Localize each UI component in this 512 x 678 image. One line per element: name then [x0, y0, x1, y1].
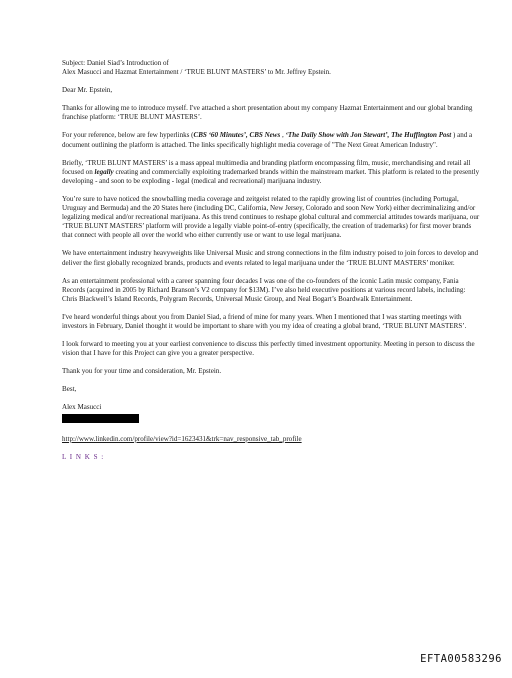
letter-body	[62, 59, 482, 462]
subject-line-2: Alex Masucci and Hazmat Entertainment / ‘TRUE BLUNT MASTERS’ to Mr. Jeffrey Epstein.	[62, 68, 331, 77]
paragraph-hyperlinks-sep: ,	[280, 131, 286, 140]
document-id: EFTA00583296	[420, 653, 502, 665]
paragraph-meeting: I look forward to meeting you at your earliest convenience to discuss this perfectly timed investment opportunity. Meeting in person to discuss the vision that I have for this Project can give you a greater perspective.	[62, 340, 475, 358]
paragraph-intro: Thanks for allowing me to introduce myself. I've attached a short presentation about my company Hazmat Entertainment and our global branding franchise platform: ‘TRUE BLUNT MASTERS’.	[62, 104, 473, 122]
signature-name: Alex Masucci	[62, 403, 102, 412]
paragraph-daniel: I've heard wonderful things about you from Daniel Siad, a friend of mine for many years. When I mentioned that I was starting meetings with investors in February, Daniel thought it would be important to share with you my idea of creating a global brand, ‘TRUE BLUNT MASTERS’.	[62, 312, 467, 330]
links-label: L I N K S :	[62, 452, 105, 461]
paragraph-briefly	[62, 159, 482, 186]
paragraph-hyperlinks-text-b: ) and a document outlining the platform is attached. The links specifically highlight media coverage of "The Next Great American Industry".	[62, 131, 473, 149]
paragraph-briefly-text-a: Briefly, ‘TRUE BLUNT MASTERS’ is a mass appeal multimedia and branding platform encompassing film, music, merchandising and retail all focused on	[62, 158, 471, 176]
salutation: Dear Mr. Epstein,	[62, 86, 113, 95]
paragraph-briefly-emphasis: legally	[94, 167, 114, 176]
closing: Best,	[62, 385, 77, 394]
paragraph-hyperlinks-text-a: For your reference, below are few hyperlinks (	[62, 131, 194, 140]
subject-line-1: Subject: Daniel Siad’s Introduction of	[62, 59, 169, 67]
redaction-block	[62, 414, 139, 423]
hyperlink-daily-show[interactable]: ‘The Daily Show with Jon Stewart’, The Huffington Post	[285, 131, 452, 140]
paragraph-industry: We have entertainment industry heavyweights like Universal Music and strong connections in the film industry poised to join forces to develop and deliver the first globally recognized brands, products and events related to legal marijuana under the ‘TRUE BLUNT MASTERS’ moniker.	[62, 249, 479, 267]
paragraph-briefly-text-b: creating and commercially exploiting trademarked brands within the mainstream market. This platform is related to the presently developing - and soon to be exploding - legal (medical and recreational) marijuana industry.	[62, 167, 480, 185]
linkedin-link[interactable]: http://www.linkedin.com/profile/view?id=1623431&trk=nav_responsive_tab_profile	[62, 434, 302, 443]
paragraph-media-coverage: You’re sure to have noticed the snowballing media coverage and zeitgeist related to the rapidly growing list of countries (including Portugal, Uruguay and Bermuda) and the 20 States here (including DC, California, New Jersey, Colorado and soon New York) either decriminalizing and/or legalizing medical and/or recreational marijuana. As this trend continues to reshape global cultural and commercial attitudes towards marijuana, our ‘TRUE BLUNT MASTERS’ platform will provide a legally viable point-of-entry (specifically, the creation of trademarks) for first mover brands that connect with people all over the world who either currently use or want to use legal marijuana.	[62, 194, 480, 240]
paragraph-thanks: Thank you for your time and consideration, Mr. Epstein.	[62, 367, 222, 376]
paragraph-hyperlinks	[62, 131, 482, 149]
paragraph-career: As an entertainment professional with a career spanning four decades I was one of the co-founders of the iconic Latin music company, Fania Records (acquired in 2005 by Richard Branson’s V2 company for $13M). I’ve also held executive positions at various record labels, including: Chris Blackwell’s Island Records, Polygram Records, Universal Music Group, and Neal Bogart’s Boardwalk Entertainment.	[62, 276, 466, 303]
hyperlink-cbs[interactable]: CBS ‘60 Minutes’, CBS News	[193, 131, 281, 140]
